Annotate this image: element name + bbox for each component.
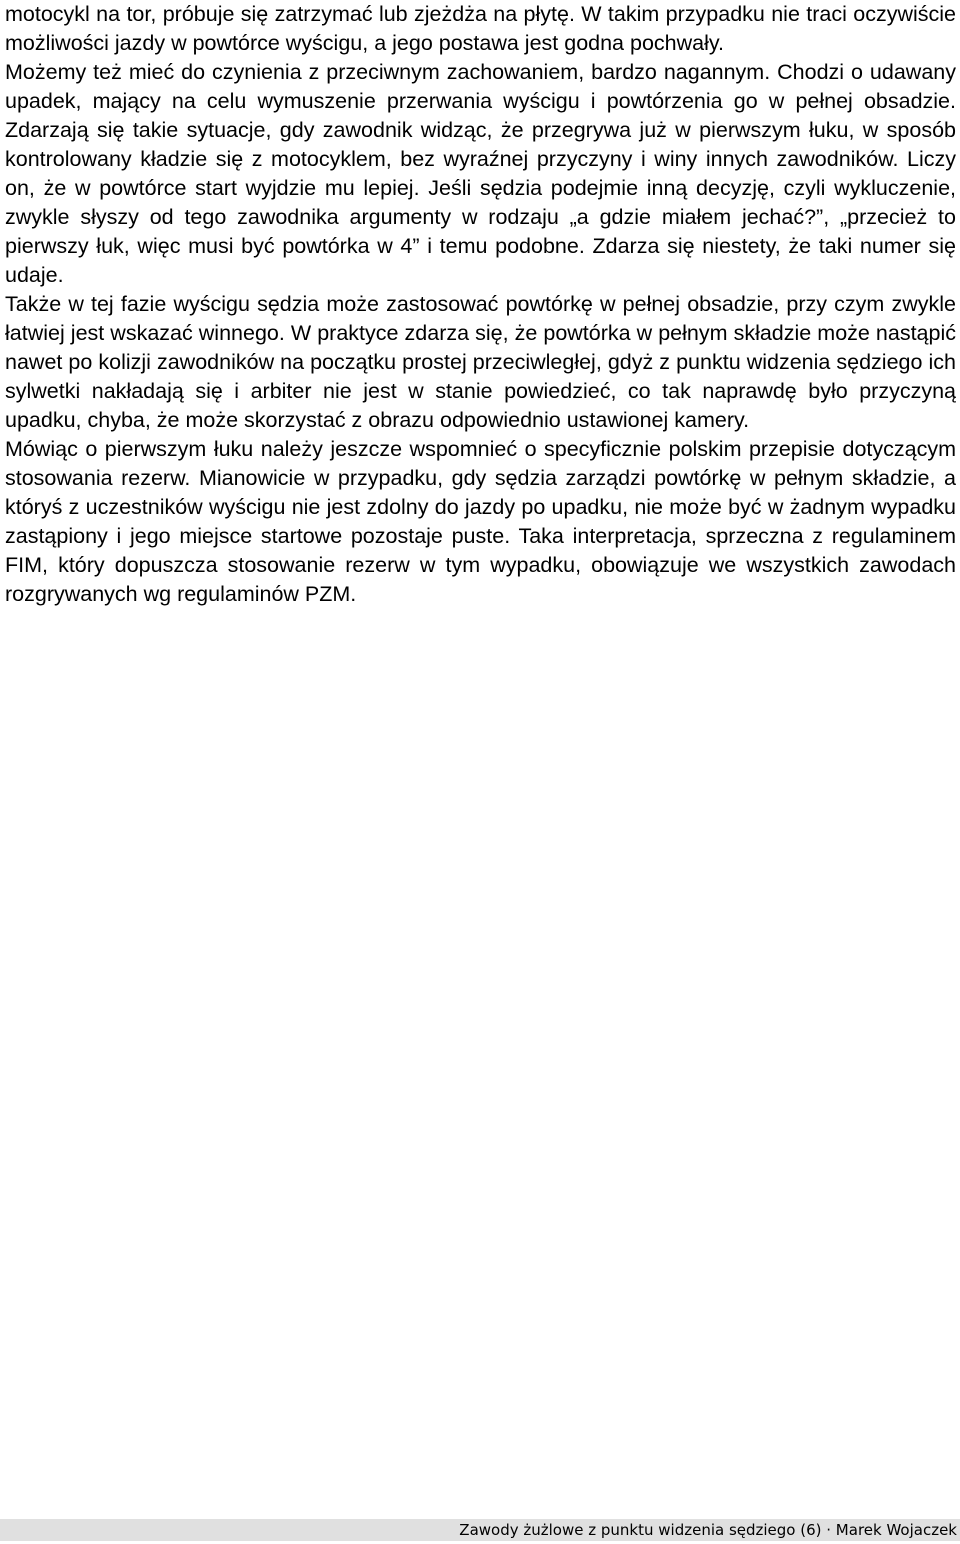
paragraph-4: Mówiąc o pierwszym łuku należy jeszcze wspomnieć o specyficznie polskim przepisie dotyczącym stosowania rezerw. Mianowicie w przypadku, gdy sędzia zarządzi powtórkę w pełnym składzie, a któryś z uczestników wyścigu nie jest zdolny do jazdy po upadku, nie może być w żadnym wypadku zastąpiony i jego miejsce startowe pozostaje puste. Taka interpretacja, sprzeczna z regulaminem FIM, który dopuszcza stosowanie rezerw w tym wypadku, obowiązuje we wszystkich zawodach rozgrywanych wg regulaminów PZM. — [5, 437, 956, 606]
footer-text: Zawody żużlowe z punktu widzenia sędziego (6) · Marek Wojaczek — [459, 1521, 957, 1539]
document-body — [5, 0, 956, 609]
paragraph-3: Także w tej fazie wyścigu sędzia może zastosować powtórkę w pełnej obsadzie, przy czym zwykle łatwiej jest wskazać winnego. W praktyce zdarza się, że powtórka w pełnym składzie może nastąpić nawet po kolizji zawodników na początku prostej przeciwległej, gdyż z punktu widzenia sędziego ich sylwetki nakładają się i arbiter nie jest w stanie powiedzieć, co tak naprawdę było przyczyną upadku, chyba, że może skorzystać z obrazu odpowiednio ustawionej kamery. — [5, 292, 956, 432]
paragraph-1: motocykl na tor, próbuje się zatrzymać lub zjeżdża na płytę. W takim przypadku nie traci oczywiście możliwości jazdy w powtórce wyścigu, a jego postawa jest godna pochwały. — [5, 2, 956, 55]
paragraph-2: Możemy też mieć do czynienia z przeciwnym zachowaniem, bardzo nagannym. Chodzi o udawany upadek, mający na celu wymuszenie przerwania wyścigu i powtórzenia go w pełnej obsadzie. Zdarzają się takie sytuacje, gdy zawodnik widząc, że przegrywa już w pierwszym łuku, w sposób kontrolowany kładzie się z motocyklem, bez wyraźnej przyczyny i winy innych zawodników. Liczy on, że w powtórce start wyjdzie mu lepiej. Jeśli sędzia podejmie inną decyzję, czyli wykluczenie, zwykle słyszy od tego zawodnika argumenty w rodzaju „a gdzie miałem jechać?”, „przecież to pierwszy łuk, więc musi być powtórka w 4” i temu podobne. Zdarza się niestety, że taki numer się udaje. — [5, 60, 956, 287]
page-footer — [0, 1519, 960, 1541]
